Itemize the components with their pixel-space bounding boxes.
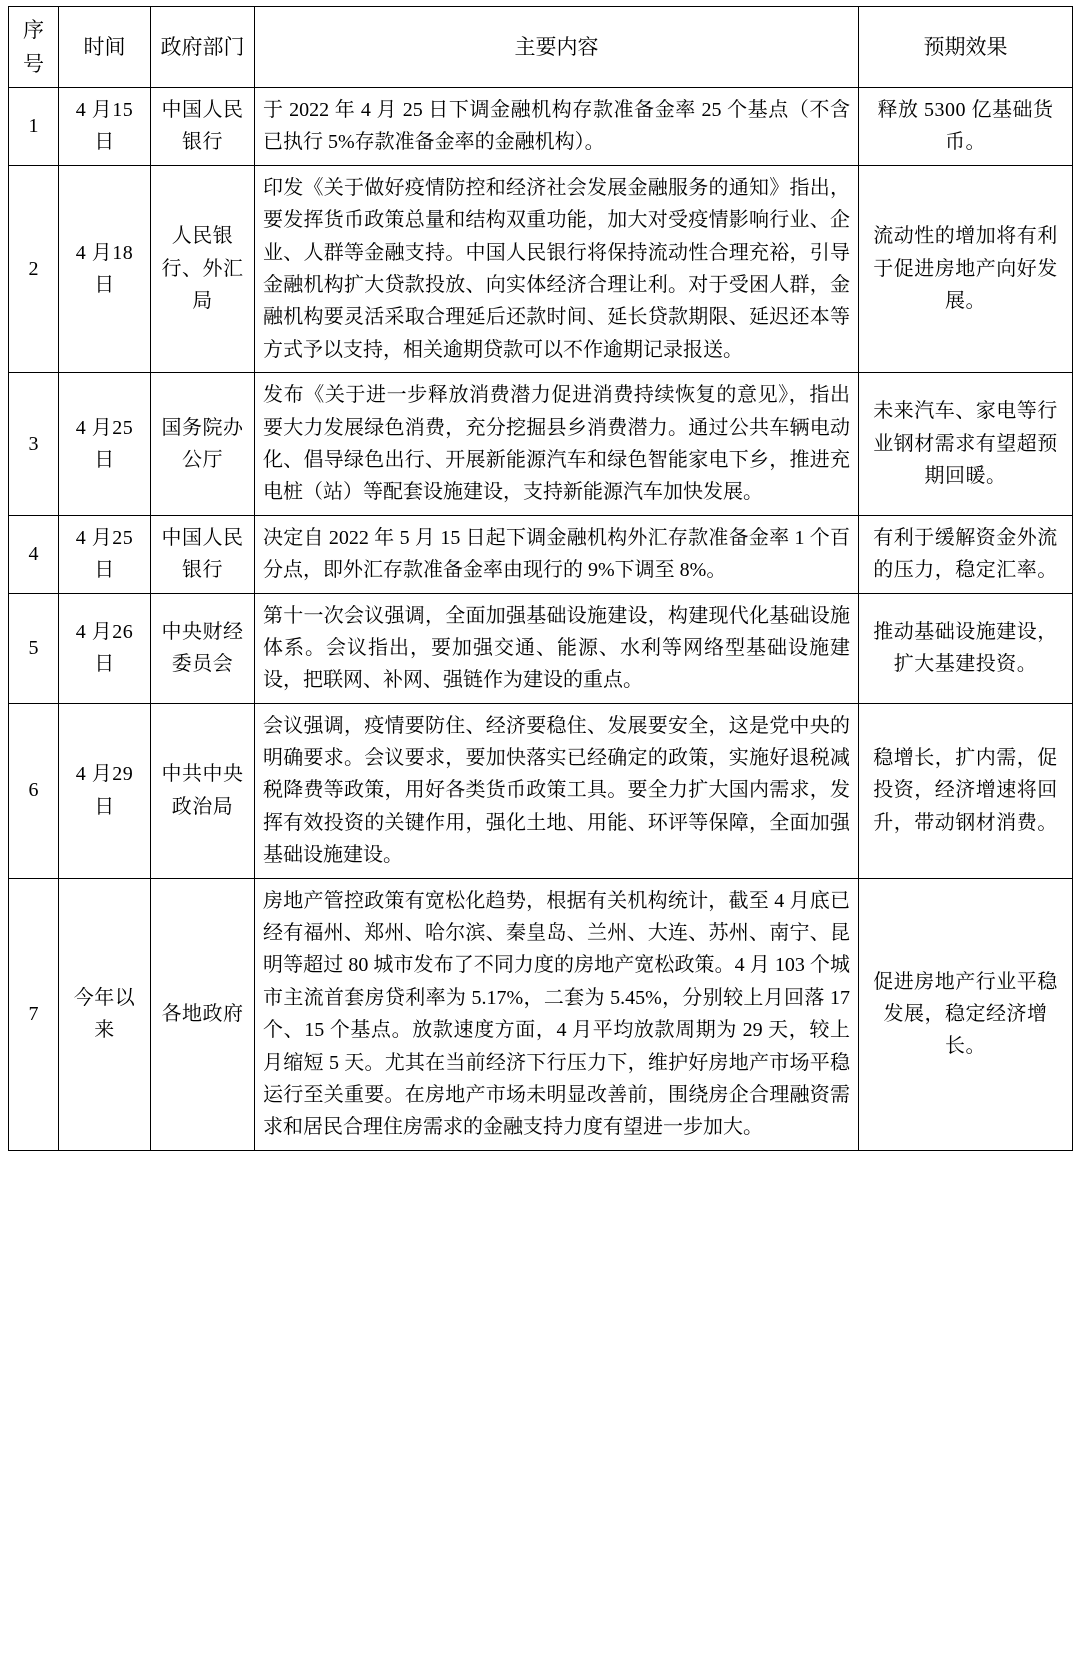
- cell-dept: 国务院办公厅: [151, 373, 255, 516]
- cell-main-content: 会议强调，疫情要防住、经济要稳住、发展要安全，这是党中央的明确要求。会议要求，要加快落实已经确定的政策，实施好退税减税降费等政策，用好各类货币政策工具。要全力扩大国内需求，发挥有效投资的关键作用，强化土地、用能、环评等保障，全面加强基础设施建设。: [255, 703, 859, 878]
- cell-time: 4 月18 日: [59, 165, 151, 372]
- cell-time: 4 月29 日: [59, 703, 151, 878]
- cell-main-content: 决定自 2022 年 5 月 15 日起下调金融机构外汇存款准备金率 1 个百分点，即外汇存款准备金率由现行的 9%下调至 8%。: [255, 515, 859, 593]
- table-row: [9, 515, 1073, 593]
- cell-time: 4 月26 日: [59, 593, 151, 703]
- cell-main-content: 房地产管控政策有宽松化趋势，根据有关机构统计，截至 4 月底已经有福州、郑州、哈尔滨、秦皇岛、兰州、大连、苏州、南宁、昆明等超过 80 城市发布了不同力度的房地产宽松政策。4 月 103 个城市主流首套房贷利率为 5.17%，二套为 5.45%，分别较上月回落 17 个、15 个基点。放款速度方面，4 月平均放款周期为 29 天，较上月缩短 5 天。尤其在当前经济下行压力下，维护好房地产市场平稳运行至关重要。在房地产市场未明显改善前，围绕房企合理融资需求和居民合理住房需求的金融支持力度有望进一步加大。: [255, 878, 859, 1150]
- column-header-effect: 预期效果: [859, 7, 1073, 88]
- cell-expected-effect: 推动基础设施建设，扩大基建投资。: [859, 593, 1073, 703]
- table-row: [9, 88, 1073, 166]
- column-header-no: 序号: [9, 7, 59, 88]
- cell-expected-effect: 稳增长，扩内需，促投资，经济增速将回升，带动钢材消费。: [859, 703, 1073, 878]
- cell-main-content: 于 2022 年 4 月 25 日下调金融机构存款准备金率 25 个基点（不含已执行 5%存款准备金率的金融机构）。: [255, 88, 859, 166]
- cell-dept: 各地政府: [151, 878, 255, 1150]
- cell-expected-effect: 有利于缓解资金外流的压力，稳定汇率。: [859, 515, 1073, 593]
- policy-table: [8, 6, 1073, 1151]
- table-row: [9, 165, 1073, 372]
- table-row: [9, 373, 1073, 516]
- table-row: [9, 703, 1073, 878]
- cell-dept: 中国人民银行: [151, 515, 255, 593]
- cell-no: 3: [9, 373, 59, 516]
- cell-dept: 中共中央政治局: [151, 703, 255, 878]
- cell-dept: 人民银行、外汇局: [151, 165, 255, 372]
- column-header-time: 时间: [59, 7, 151, 88]
- cell-dept: 中国人民银行: [151, 88, 255, 166]
- table-row: [9, 878, 1073, 1150]
- cell-main-content: 印发《关于做好疫情防控和经济社会发展金融服务的通知》指出，要发挥货币政策总量和结构双重功能，加大对受疫情影响行业、企业、人群等金融支持。中国人民银行将保持流动性合理充裕，引导金融机构扩大贷款投放、向实体经济合理让利。对于受困人群，金融机构要灵活采取合理延后还款时间、延长贷款期限、延迟还本等方式予以支持，相关逾期贷款可以不作逾期记录报送。: [255, 165, 859, 372]
- cell-time: 4 月25 日: [59, 515, 151, 593]
- cell-no: 1: [9, 88, 59, 166]
- cell-no: 2: [9, 165, 59, 372]
- cell-expected-effect: 促进房地产行业平稳发展，稳定经济增长。: [859, 878, 1073, 1150]
- cell-expected-effect: 释放 5300 亿基础货币。: [859, 88, 1073, 166]
- column-header-main: 主要内容: [255, 7, 859, 88]
- cell-main-content: 发布《关于进一步释放消费潜力促进消费持续恢复的意见》，指出要大力发展绿色消费，充分挖掘县乡消费潜力。通过公共车辆电动化、倡导绿色出行、开展新能源汽车和绿色智能家电下乡，推进充电桩（站）等配套设施建设，支持新能源汽车加快发展。: [255, 373, 859, 516]
- table-row: [9, 593, 1073, 703]
- cell-time: 4 月15 日: [59, 88, 151, 166]
- cell-expected-effect: 未来汽车、家电等行业钢材需求有望超预期回暖。: [859, 373, 1073, 516]
- cell-no: 5: [9, 593, 59, 703]
- cell-no: 7: [9, 878, 59, 1150]
- cell-expected-effect: 流动性的增加将有利于促进房地产向好发展。: [859, 165, 1073, 372]
- cell-dept: 中央财经委员会: [151, 593, 255, 703]
- cell-time: 4 月25 日: [59, 373, 151, 516]
- cell-no: 6: [9, 703, 59, 878]
- cell-time: 今年以来: [59, 878, 151, 1150]
- table-header-row: [9, 7, 1073, 88]
- cell-main-content: 第十一次会议强调，全面加强基础设施建设，构建现代化基础设施体系。会议指出，要加强交通、能源、水利等网络型基础设施建设，把联网、补网、强链作为建设的重点。: [255, 593, 859, 703]
- cell-no: 4: [9, 515, 59, 593]
- column-header-dept: 政府部门: [151, 7, 255, 88]
